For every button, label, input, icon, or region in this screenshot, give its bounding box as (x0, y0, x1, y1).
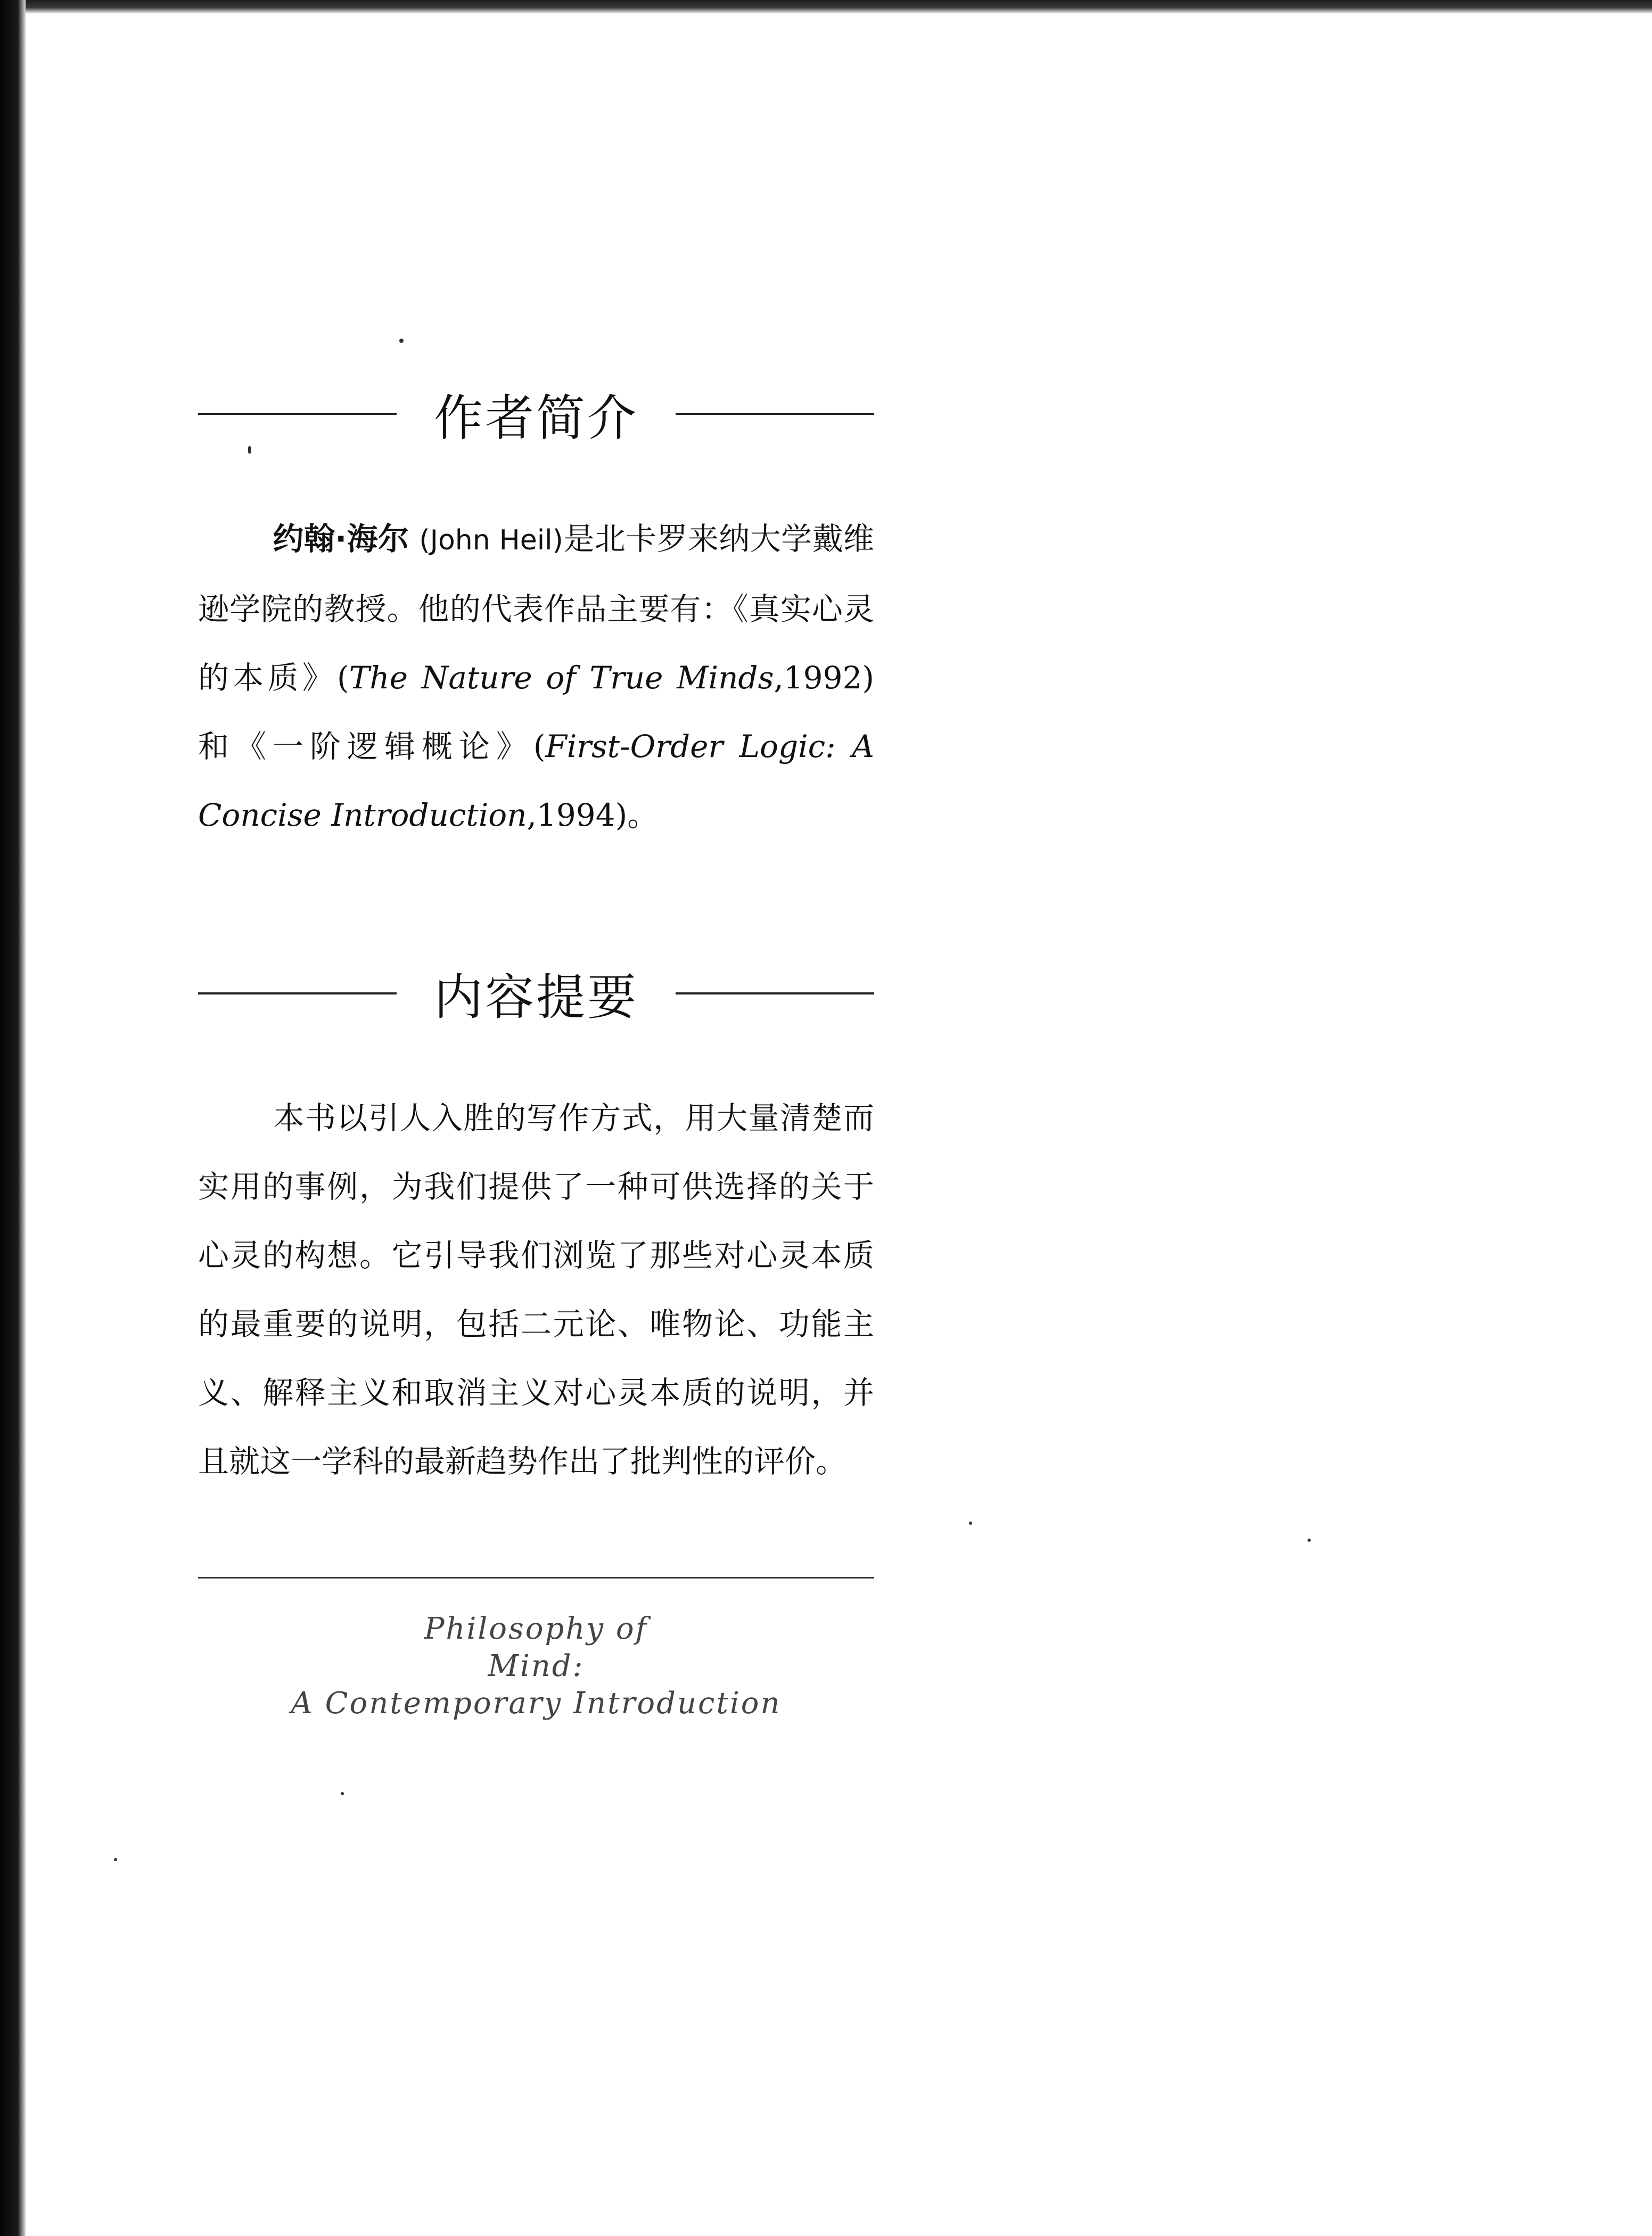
author-text-3: ,1994)。 (527, 797, 659, 833)
author-name-en: (John Heil) (419, 524, 563, 556)
heading-text: 作者简介 (434, 390, 639, 447)
scan-speck (969, 1522, 972, 1525)
scan-top-edge (26, 0, 1652, 14)
scan-speck (341, 1792, 344, 1795)
heading-text: 内容提要 (434, 969, 639, 1026)
scan-speck (399, 339, 404, 343)
summary-text: 本书以引人入胜的写作方式，用大量清楚而实用的事例，为我们提供了一种可供选择的关于心灵的构想。它引导我们浏览了那些对心灵本质的最重要的说明，包括二元论、唯物论、功能主义、解释主义和取消主义对心灵本质的说明，并且就这一学科的最新趋势作出了批判性的评价。 (198, 1100, 874, 1479)
heading-rule-left (198, 992, 397, 994)
heading-rule-right (676, 413, 874, 415)
author-paragraph (198, 505, 874, 850)
scan-left-edge (0, 0, 26, 2236)
author-name-cn: 约翰·海尔 (273, 521, 409, 557)
author-section-heading (198, 379, 874, 449)
summary-section-heading (198, 958, 874, 1029)
footer-title-line-3: A Contemporary Introduction (291, 1686, 782, 1721)
author-text-1: 是北卡罗来纳大学戴维逊学院的教授。他的代表作品主要有：《真实心灵的本质》( (198, 521, 875, 696)
scan-speck (114, 1858, 117, 1861)
book-title-2: First-Order Logic: A Concise Introduction (198, 728, 874, 833)
heading-rule-left (198, 413, 397, 415)
footer-title-line-2: Mind: (488, 1649, 585, 1683)
book-title-1: The Nature of True Minds (349, 660, 774, 696)
scan-speck (1308, 1539, 1311, 1542)
heading-rule-right (676, 992, 874, 994)
footer-rule (198, 1577, 874, 1579)
author-text-2: ,1992)和《一阶逻辑概论》( (198, 660, 874, 764)
summary-paragraph (198, 1084, 874, 1496)
footer-title-line-1: Philosophy of (424, 1612, 648, 1646)
